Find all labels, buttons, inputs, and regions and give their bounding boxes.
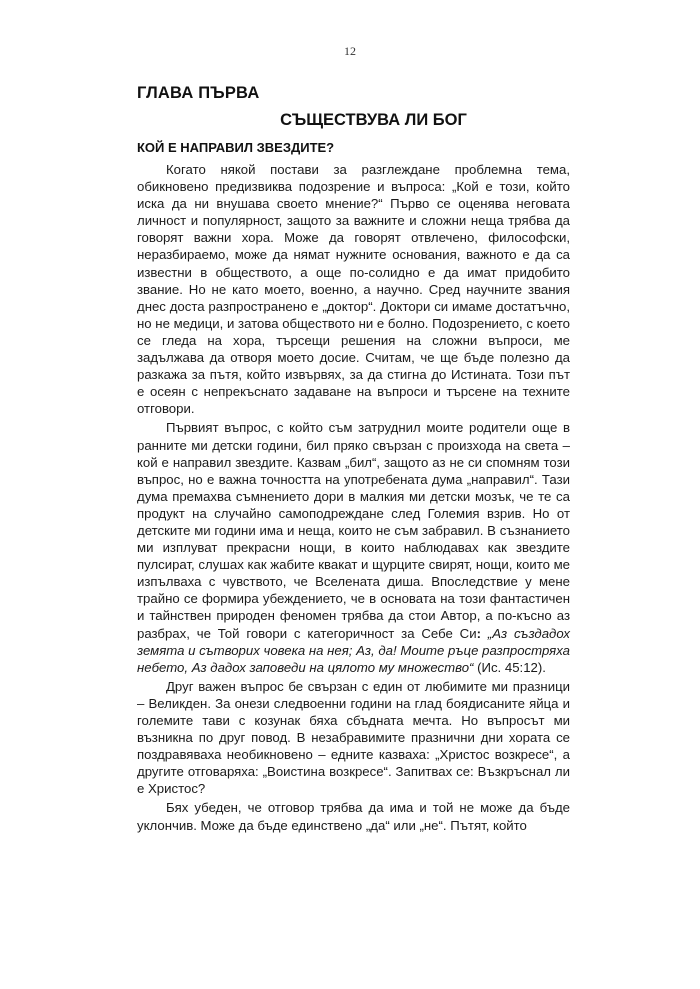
chapter-title: СЪЩЕСТВУВА ЛИ БОГ — [280, 111, 467, 129]
paragraph-2-colon: : — [476, 625, 481, 641]
paragraph-1: Когато някой постави за разглеждане проблемна тема, обикновено предизвиква подозрение и въпроса: „Кой е този, който иска да ни внушава своето мнение?“ Първо се оценява неговата личност и популярност, защото за важните и сложни неща трябва да говорят важни хора. Може да говорят отвлечено, философски, неразбираемо, може да нямат нужните основания, важното е да са известни в обществото, а още по-солидно е да имат придобито звание. Но не като моето, военно, а научно. Сред научните звания днес доста разпространено е „доктор“. Доктори си имаме достатъчно, но не медици, и затова обществото ни е болно. Подозрението, с което се гледа на хора, търсещи решения на сложни въпроси, ме задължава да отворя моето досие. Считам, че ще бъде полезно да разкажа за пътя, който извървях, за да стигна до Истината. Този път е осеян с непрекъснато задаване на въпроси и търсене на техните отговори. — [137, 162, 570, 417]
section-heading: КОЙ Е НАПРАВИЛ ЗВЕЗДИТЕ? — [137, 140, 335, 155]
bible-quote: „Аз създадох земята и сътворих човека на нея; Аз, да! Моите ръце разпростряха небето, Аз дадох заповеди на цялото му множество“ — [137, 625, 570, 675]
bible-reference: (Ис. 45:12). — [473, 659, 546, 675]
paragraph-3: Друг важен въпрос бе свързан с един от любимите ми празници – Великден. За онези следвоенни години на глад боядисаните яйца и големите тави с козунак бяха сбъдната мечта. Но въпросът ми възникна по друг повод. В незабравимите празнични дни хората се поздравяваха необикновено – едните казваха: „Христос возкресе“, а другите отговаряха: „Воистина возкресе“. Запитвах се: Възкръснал ли е Христос? — [137, 678, 570, 797]
paragraph-2 — [137, 419, 570, 675]
chapter-heading: ГЛАВА ПЪРВА — [137, 84, 260, 102]
page-content — [137, 84, 570, 836]
paragraph-4: Бях убеден, че отговор трябва да има и той не може да бъде уклончив. Може да бъде единствено „да“ или „не“. Пътят, който — [137, 800, 570, 833]
paragraph-2-text: Първият въпрос, с който съм затруднил моите родители още в ранните ми детски години, бил пряко свързан с произхода на света – кой е направил звездите. Казвам „бил“, защото аз не си спомням този въпрос, но е важна точността на употребената дума „направил“. Тази дума премахва съмнението дори в малкия ми детски мозък, че те са продукт на случайно самоподреждане след Големия взрив. Но от детските ми години има и неща, които не съм забравил. В съзнанието ми изплуват прекрасни нощи, в които наблюдавах как звездите пулсират, слушах как жабите квакат и щурците свирят, нощи, които ме изпълваха с чувството, че Вселената диша. Впоследствие у мене трайно се формира убеждението, че в основата на този фантастичен и тайнствен природен феномен трябва да стои Автор, а по-късно аз разбрах, че Той говори с категоричност за Себе Си — [137, 420, 570, 641]
page-number: 12 — [344, 44, 356, 58]
